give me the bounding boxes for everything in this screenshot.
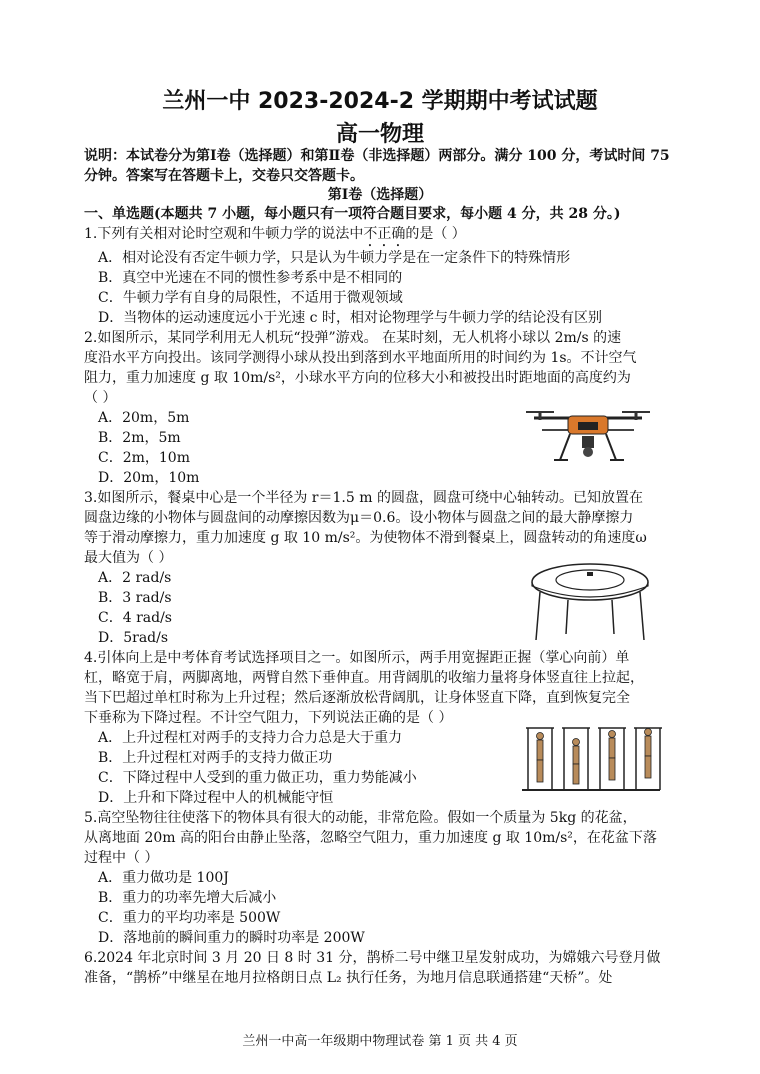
q3-option-c: C．4 rad/s	[98, 610, 172, 626]
q2-line-1: 2.如图所示，某同学利用无人机玩“投弹”游戏。 在某时刻，无人机将小球以 2m/s 的速	[84, 330, 622, 346]
q2-option-a: A．20m，5m	[98, 410, 190, 426]
page-footer: 兰州一中高一年级期中物理试卷 第 1 页 共 4 页	[242, 1034, 518, 1049]
q2-line-2: 度沿水平方向投出。该同学测得小球从投出到落到水平地面所用的时间约为 1s。不计空气	[84, 350, 637, 366]
part-heading: 第Ⅰ卷（选择题）	[327, 187, 433, 203]
q4-option-c: C．下降过程中人受到的重力做正功，重力势能减小	[98, 770, 417, 786]
section-heading: 一、单选题(本题共 7 小题，每小题只有一项符合题目要求，每小题 4 分，共 28 分。)	[84, 206, 621, 222]
q2-option-d: D．20m，10m	[98, 470, 200, 486]
q6-line-1: 6.2024 年北京时间 3 月 20 日 8 时 31 分，鹊桥二号中继卫星发射成功，为嫦娥六号登月做	[84, 950, 661, 966]
q3-line-2: 圆盘边缘的小物体与圆盘间的动摩擦因数为μ＝0.6。设小物体与圆盘之间的最大静摩擦力	[84, 510, 634, 526]
q5-option-c: C．重力的平均功率是 500W	[98, 910, 281, 926]
q3-line-1: 3.如图所示，餐桌中心是一个半径为 r＝1.5 m 的圆盘，圆盘可绕中心轴转动。已知放置在	[84, 490, 643, 506]
pull-up-figure	[520, 720, 662, 792]
q1-stem-before: 1.下列有关相对论时空观和牛顿力学的说法中	[84, 226, 364, 242]
q4-option-b: B．上升过程杠对两手的支持力做正功	[98, 750, 333, 766]
q3-option-b: B．3 rad/s	[98, 590, 172, 606]
q5-option-d: D．落地前的瞬间重力的瞬时功率是 200W	[98, 930, 365, 946]
q1-option-d: D．当物体的运动速度远小于光速 c 时，相对论物理学与牛顿力学的结论没有区别	[98, 310, 602, 326]
q1-stem	[84, 224, 466, 250]
q2-option-b: B．2m，5m	[98, 430, 181, 446]
q5-line-1: 5.高空坠物往往使落下的物体具有很大的动能，非常危险。假如一个质量为 5kg 的花盆，	[84, 810, 637, 826]
q3-option-d: D．5rad/s	[98, 630, 169, 646]
q3-line-4: 最大值为（ ）	[84, 550, 173, 566]
q3-line-3: 等于滑动摩擦力，重力加速度 g 取 10 m/s²。为使物体不滑到餐桌上，圆盘转动的角速度ω	[84, 530, 647, 546]
q5-option-b: B．重力的功率先增大后减小	[98, 890, 277, 906]
q3-option-a: A．2 rad/s	[98, 570, 172, 586]
instructions: 说明：本试卷分为第Ⅰ卷（选择题）和第Ⅱ卷（非选择题）两部分。满分 100 分，考试时间 75 分钟。答案写在答题卡上，交卷只交答题卡。	[84, 148, 670, 184]
exam-title: 兰州一中 2023-2024-2 学期期中考试试题	[162, 89, 598, 114]
q1-stem-after: 的是（ ）	[405, 226, 466, 242]
q4-option-a: A．上升过程杠对两手的支持力合力总是大于重力	[98, 730, 403, 746]
q1-option-a: A．相对论没有否定牛顿力学，只是认为牛顿力学是在一定条件下的特殊情形	[98, 250, 571, 266]
q5-option-a: A．重力做功是 100J	[98, 870, 229, 886]
q5-line-2: 从离地面 20m 高的阳台由静止坠落，忽略空气阻力，重力加速度 g 取 10m/s²，在花盆下落	[84, 830, 657, 846]
q4-line-3: 当下巴超过单杠时称为上升过程；然后逐渐放松背阔肌，让身体竖直下降，直到恢复完全	[84, 690, 630, 706]
q1-option-c: C．牛顿力学有自身的局限性，不适用于微观领域	[98, 290, 403, 306]
q2-line-4: （ ）	[84, 390, 117, 406]
q2-option-c: C．2m，10m	[98, 450, 190, 466]
round-table-figure	[528, 556, 652, 642]
q2-line-3: 阻力，重力加速度 g 取 10m/s²，小球水平方向的位移大小和被投出时距地面的高度约为	[84, 370, 631, 386]
q4-line-2: 杠，略宽于肩，两脚离地，两臂自然下垂伸直。用背阔肌的收缩力量将身体竖直往上拉起，	[84, 670, 644, 686]
q4-line-1: 4.引体向上是中考体育考试选择项目之一。如图所示，两手用宽握距正握（掌心向前）单	[84, 650, 630, 666]
q4-option-d: D．上升和下降过程中人的机械能守恒	[98, 790, 334, 806]
q4-line-4: 下垂称为下降过程。不计空气阻力，下列说法正确的是（ ）	[84, 710, 453, 726]
q1-stem-emphasis: 不正确	[363, 226, 406, 242]
drone-figure	[524, 400, 652, 472]
q6-line-2: 准备，“鹊桥”中继星在地月拉格朗日点 L₂ 执行任务，为地月信息联通搭建“天桥”。处	[84, 970, 613, 986]
q1-option-b: B．真空中光速在不同的惯性参考系中是不相同的	[98, 270, 403, 286]
subject-title: 高一物理	[335, 122, 424, 147]
q5-line-3: 过程中（ ）	[84, 850, 159, 866]
